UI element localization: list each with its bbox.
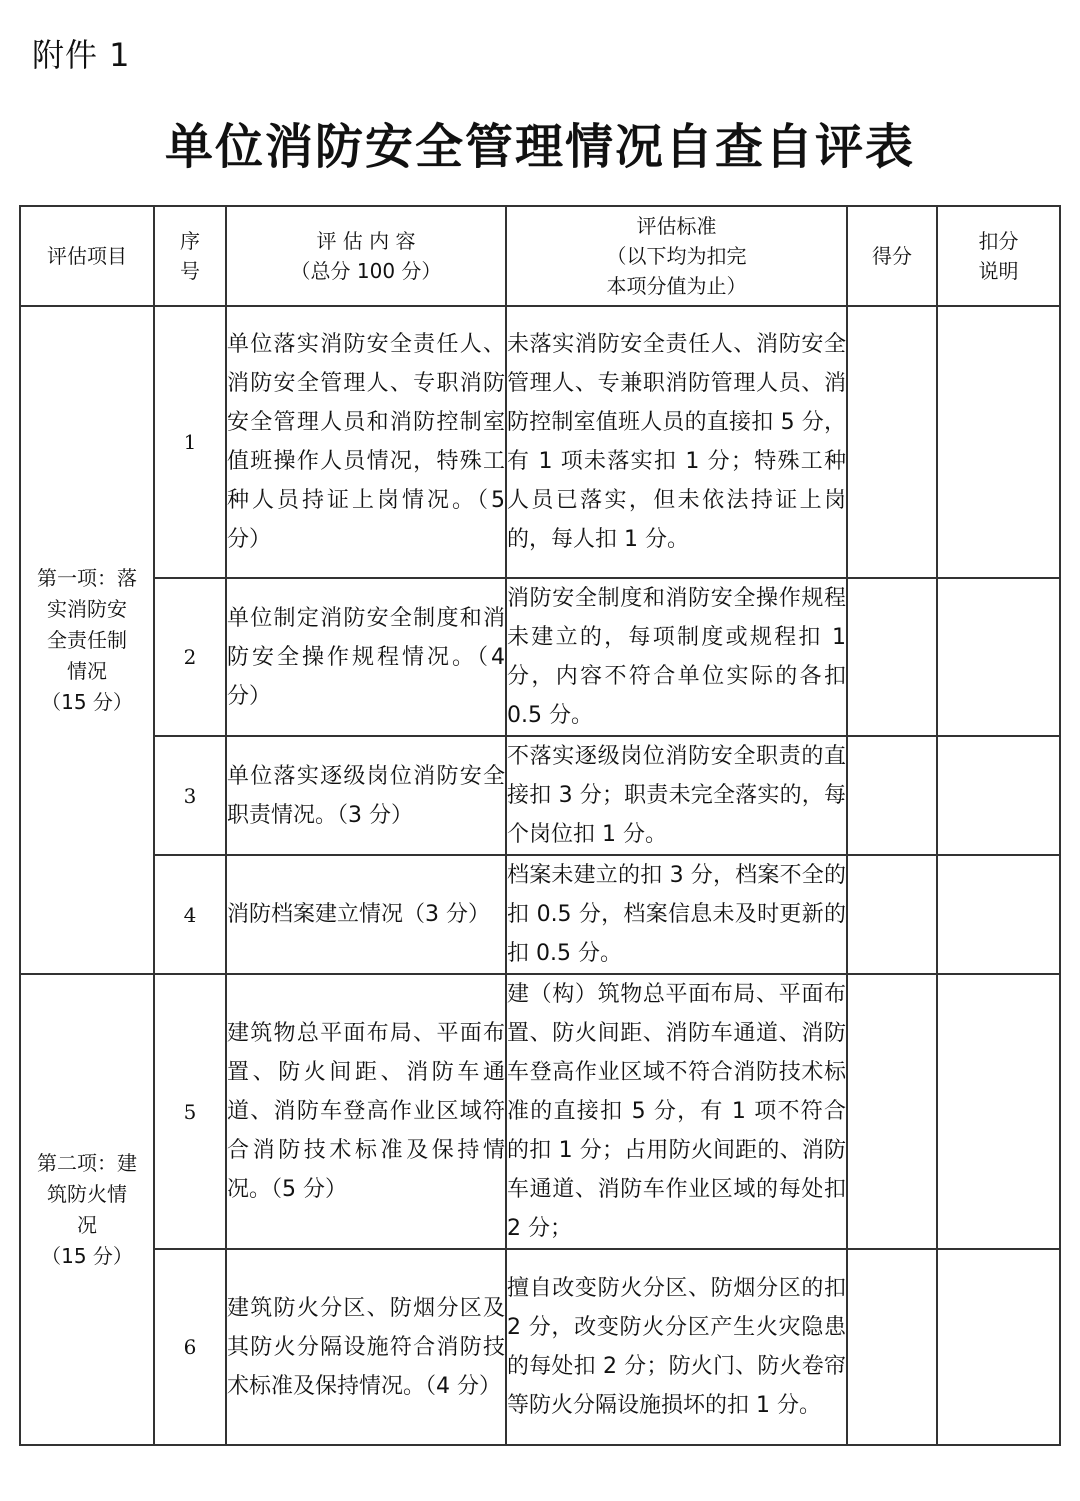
attachment-label: 附件 1	[32, 36, 131, 74]
row-seq: 1	[154, 306, 226, 578]
row-content: 建筑物总平面布局、平面布置、防火间距、消防车通道、消防车登高作业区域符合消防技术标准及保持情况。（5 分）	[226, 974, 506, 1249]
score-cell[interactable]	[847, 736, 937, 855]
table-row	[20, 306, 1060, 578]
row-content: 单位落实逐级岗位消防安全职责情况。（3 分）	[226, 736, 506, 855]
deduct-note-cell[interactable]	[937, 974, 1060, 1249]
table-row	[20, 855, 1060, 974]
row-content: 消防档案建立情况（3 分）	[226, 855, 506, 974]
row-standard: 不落实逐级岗位消防安全职责的直接扣 3 分；职责未完全落实的，每个岗位扣 1 分。	[506, 736, 847, 855]
deduct-note-cell[interactable]	[937, 1249, 1060, 1445]
row-standard: 消防安全制度和消防安全操作规程未建立的，每项制度或规程扣 1 分，内容不符合单位实际的各扣 0.5 分。	[506, 578, 847, 736]
row-seq: 4	[154, 855, 226, 974]
table-header-row	[20, 206, 1060, 306]
row-standard: 档案未建立的扣 3 分，档案不全的扣 0.5 分，档案信息未及时更新的扣 0.5 分。	[506, 855, 847, 974]
deduct-note-cell[interactable]	[937, 855, 1060, 974]
header-score: 得分	[847, 206, 937, 306]
score-cell[interactable]	[847, 1249, 937, 1445]
score-cell[interactable]	[847, 855, 937, 974]
deduct-note-cell[interactable]	[937, 306, 1060, 578]
table-row	[20, 736, 1060, 855]
page-title: 单位消防安全管理情况自查自评表	[164, 119, 915, 175]
row-seq: 6	[154, 1249, 226, 1445]
row-standard: 擅自改变防火分区、防烟分区的扣 2 分，改变防火分区产生火灾隐患的每处扣 2 分；防火门、防火卷帘等防火分隔设施损坏的扣 1 分。	[506, 1249, 847, 1445]
header-seq: 序 号	[154, 206, 226, 306]
deduct-note-cell[interactable]	[937, 578, 1060, 736]
table-row	[20, 974, 1060, 1249]
header-item: 评估项目	[20, 206, 154, 306]
row-standard: 建（构）筑物总平面布局、平面布置、防火间距、消防车通道、消防车登高作业区域不符合消防技术标准的直接扣 5 分，有 1 项不符合的扣 1 分；占用防火间距的、消防车通道、消防车作业区域的每处扣 2 分；	[506, 974, 847, 1249]
row-standard: 未落实消防安全责任人、消防安全管理人、专兼职消防管理人员、消防控制室值班人员的直接扣 5 分，有 1 项未落实扣 1 分；特殊工种人员已落实，但未依法持证上岗的，每人扣 1 分。	[506, 306, 847, 578]
score-cell[interactable]	[847, 306, 937, 578]
section-name: 第一项：落 实消防安 全责任制 情况 （15 分）	[20, 306, 154, 974]
row-content: 单位落实消防安全责任人、消防安全管理人、专职消防安全管理人员和消防控制室值班操作人员情况，特殊工种人员持证上岗情况。（5 分）	[226, 306, 506, 578]
assessment-table	[19, 205, 1061, 1446]
deduct-note-cell[interactable]	[937, 736, 1060, 855]
score-cell[interactable]	[847, 578, 937, 736]
header-content: 评 估 内 容 （总分 100 分）	[226, 206, 506, 306]
row-seq: 2	[154, 578, 226, 736]
section-name: 第二项：建 筑防火情 况 （15 分）	[20, 974, 154, 1445]
row-seq: 3	[154, 736, 226, 855]
score-cell[interactable]	[847, 974, 937, 1249]
row-content: 建筑防火分区、防烟分区及其防火分隔设施符合消防技术标准及保持情况。（4 分）	[226, 1249, 506, 1445]
table-row	[20, 1249, 1060, 1445]
header-standard: 评估标准 （以下均为扣完 本项分值为止）	[506, 206, 847, 306]
row-seq: 5	[154, 974, 226, 1249]
row-content: 单位制定消防安全制度和消防安全操作规程情况。（4 分）	[226, 578, 506, 736]
header-deduct-note: 扣分 说明	[937, 206, 1060, 306]
table-row	[20, 578, 1060, 736]
